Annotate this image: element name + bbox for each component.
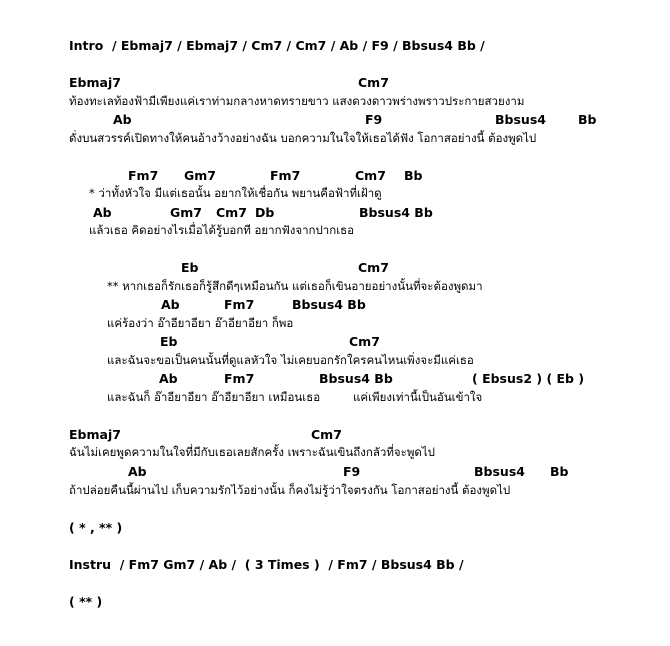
chord: Bbsus4 Bb bbox=[359, 205, 433, 220]
chord: Cm7 bbox=[349, 334, 380, 349]
chord: Eb bbox=[181, 260, 199, 275]
chord: Ab bbox=[159, 371, 178, 386]
chord: ( Ebsus2 ) ( Eb ) bbox=[472, 371, 585, 386]
chord: Eb bbox=[160, 334, 178, 349]
lyric-line: ดั่งบนสวรรค์เปิดทางให้คนอ้างว้างอย่างฉัน บอกความในใจให้เธอได้ฟัง โอกาสอย่างนี้ ต้องพูดไป bbox=[69, 131, 537, 145]
lyric-line: ถ้าปล่อยคืนนี้ผ่านไป เก็บความรักไว้อย่างนั้น ก็คงไม่รู้ว่าใจตรงกัน โอกาสอย่างนี้ ต้องพูดไป bbox=[69, 483, 511, 497]
final-marker: ( ** ) bbox=[69, 594, 103, 609]
chord: Ebmaj7 bbox=[69, 427, 121, 442]
instru-line: Instru / Fm7 Gm7 / Ab / ( 3 Times ) / Fm7 / Bbsus4 Bb / bbox=[69, 557, 464, 572]
chord: Gm7 bbox=[170, 205, 202, 220]
chord: Cm7 bbox=[311, 427, 342, 442]
lyric-line: แล้วเธอ คิดอย่างไรเมื่อได้รู้บอกที อยากฟังจากปากเธอ bbox=[89, 223, 355, 237]
chord: Ab bbox=[161, 297, 180, 312]
chord: Cm7 bbox=[358, 75, 389, 90]
chord: Cm7 bbox=[355, 168, 386, 183]
lyric-line: ** หากเธอก็รักเธอก็รู้สึกดีๆเหมือนกัน แต่เธอก็เขินอายอย่างนั้นที่จะต้องพูดมา bbox=[107, 279, 483, 293]
lyric-line: * ว่าทั้งหัวใจ มีแต่เธอนั้น อยากให้เชื่อกัน พยานคือฟ้าที่เฝ้าดู bbox=[89, 186, 382, 200]
lyric-line: และฉันจะขอเป็นคนนั้นที่ดูแลหัวใจ ไม่เคยบอกรักใครคนไหนเพิ่งจะมีแค่เธอ bbox=[107, 353, 474, 367]
chord: Fm7 bbox=[224, 297, 255, 312]
chord: Fm7 bbox=[270, 168, 301, 183]
chord: Bbsus4 bbox=[495, 112, 546, 127]
repeat-marker: ( * , ** ) bbox=[69, 520, 123, 535]
chord: Ab bbox=[93, 205, 112, 220]
chord: Bbsus4 bbox=[474, 464, 525, 479]
chord: Ab bbox=[113, 112, 132, 127]
intro-line: Intro / Ebmaj7 / Ebmaj7 / Cm7 / Cm7 / Ab / F9 / Bbsus4 Bb / bbox=[69, 38, 485, 53]
chord: Fm7 bbox=[128, 168, 159, 183]
chord: Bbsus4 Bb bbox=[319, 371, 393, 386]
chord: Gm7 bbox=[184, 168, 216, 183]
chord: Bbsus4 Bb bbox=[292, 297, 366, 312]
lyric-line: ท้องทะเลท้องฟ้ามีเพียงแค่เราท่ามกลางหาดทรายขาว แสงดวงดาวพร่างพราวประกายสวยงาม bbox=[69, 94, 525, 108]
chord: Cm7 bbox=[216, 205, 247, 220]
chord: F9 bbox=[343, 464, 361, 479]
lyric-line: ฉันไม่เคยพูดความในใจที่มีกับเธอเลยสักครั้ง เพราะฉันเขินถึงกลัวที่จะพูดไป bbox=[69, 445, 435, 459]
lyric-line: แค่ร้องว่า อ๊าอียาอียา อ๊าอียาอียา ก็พอ bbox=[107, 316, 294, 330]
chord: Fm7 bbox=[224, 371, 255, 386]
chord: Db bbox=[255, 205, 275, 220]
chord: F9 bbox=[365, 112, 383, 127]
chord: Ab bbox=[128, 464, 147, 479]
chord: Bb bbox=[550, 464, 569, 479]
chord: Bb bbox=[578, 112, 597, 127]
lyric-line: และฉันก็ อ๊าอียาอียา อ๊าอียาอียา เหมือนเธอ แค่เพียงเท่านี้เป็นอันเข้าใจ bbox=[107, 390, 483, 404]
chord: Ebmaj7 bbox=[69, 75, 121, 90]
chord: Cm7 bbox=[358, 260, 389, 275]
chord: Bb bbox=[404, 168, 423, 183]
